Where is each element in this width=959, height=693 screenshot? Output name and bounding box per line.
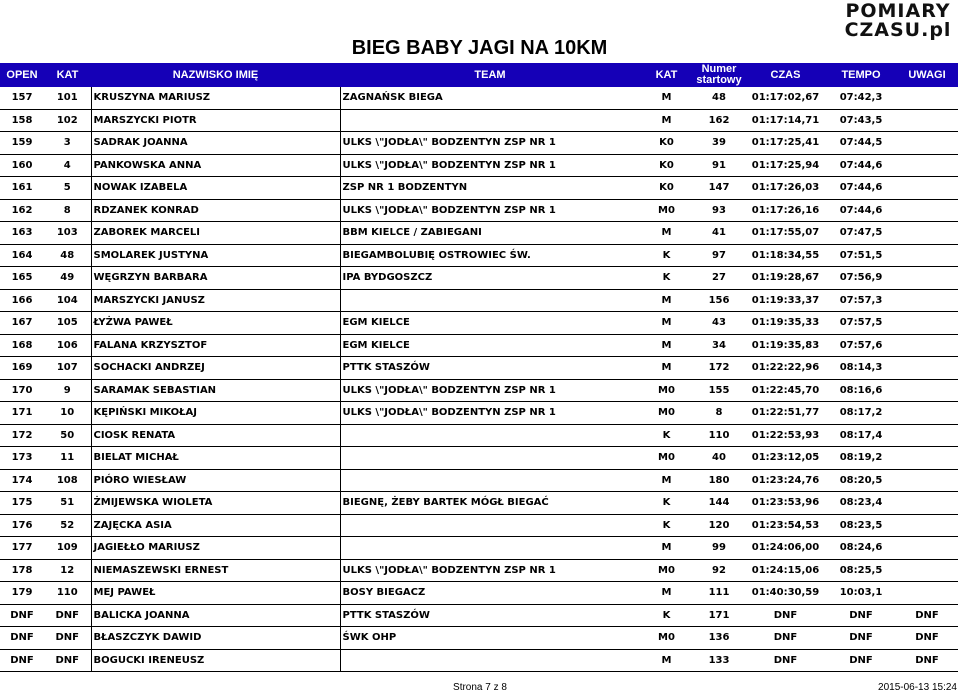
kat-place-cell: 104: [44, 289, 91, 312]
category-cell: M0: [640, 447, 693, 470]
team-cell: ULKS \"JODŁA\" BODZENTYN ZSP NR 1: [340, 154, 640, 177]
place-cell: 177: [0, 537, 44, 560]
pace-cell: 08:14,3: [826, 357, 896, 380]
bib-cell: 156: [693, 289, 745, 312]
table-row: [0, 312, 958, 335]
kat-place-cell: 48: [44, 244, 91, 267]
kat-place-cell: 108: [44, 469, 91, 492]
time-cell: 01:17:02,67: [745, 87, 826, 109]
table-row: [0, 379, 958, 402]
place-cell: 170: [0, 379, 44, 402]
logo: [843, 2, 953, 40]
time-cell: 01:24:15,06: [745, 559, 826, 582]
kat-place-cell: DNF: [44, 604, 91, 627]
table-row: [0, 447, 958, 470]
team-cell: ULKS \"JODŁA\" BODZENTYN ZSP NR 1: [340, 379, 640, 402]
name-cell: SOCHACKI ANDRZEJ: [91, 357, 340, 380]
pace-cell: 07:47,5: [826, 222, 896, 245]
time-cell: 01:19:35,83: [745, 334, 826, 357]
name-cell: SMOLAREK JUSTYNA: [91, 244, 340, 267]
table-row: [0, 244, 958, 267]
bib-cell: 48: [693, 87, 745, 109]
bib-cell: 172: [693, 357, 745, 380]
team-cell: PTTK STASZÓW: [340, 604, 640, 627]
bib-cell: 8: [693, 402, 745, 425]
kat-place-cell: 4: [44, 154, 91, 177]
category-cell: K: [640, 244, 693, 267]
category-cell: M0: [640, 402, 693, 425]
name-cell: ZABOREK MARCELI: [91, 222, 340, 245]
bib-cell: 99: [693, 537, 745, 560]
category-cell: K: [640, 492, 693, 515]
notes-cell: [896, 379, 958, 402]
time-cell: 01:19:28,67: [745, 267, 826, 290]
notes-cell: [896, 199, 958, 222]
team-cell: [340, 537, 640, 560]
name-cell: JAGIEŁŁO MARIUSZ: [91, 537, 340, 560]
table-row: [0, 402, 958, 425]
pace-cell: 07:44,6: [826, 154, 896, 177]
team-cell: [340, 109, 640, 132]
category-cell: K0: [640, 154, 693, 177]
team-cell: ULKS \"JODŁA\" BODZENTYN ZSP NR 1: [340, 402, 640, 425]
category-cell: M0: [640, 627, 693, 650]
bib-cell: 34: [693, 334, 745, 357]
notes-cell: [896, 447, 958, 470]
place-cell: 161: [0, 177, 44, 200]
header-kat: KAT: [44, 63, 91, 87]
bib-cell: 92: [693, 559, 745, 582]
place-cell: 178: [0, 559, 44, 582]
time-cell: 01:22:45,70: [745, 379, 826, 402]
place-cell: 169: [0, 357, 44, 380]
team-cell: BOSY BIEGACZ: [340, 582, 640, 605]
bib-cell: 155: [693, 379, 745, 402]
time-cell: 01:18:34,55: [745, 244, 826, 267]
notes-cell: [896, 537, 958, 560]
category-cell: M: [640, 109, 693, 132]
name-cell: ŁYŻWA PAWEŁ: [91, 312, 340, 335]
place-cell: 176: [0, 514, 44, 537]
table-row: [0, 334, 958, 357]
place-cell: 158: [0, 109, 44, 132]
pace-cell: 08:17,2: [826, 402, 896, 425]
time-cell: 01:22:53,93: [745, 424, 826, 447]
bib-cell: 93: [693, 199, 745, 222]
place-cell: 163: [0, 222, 44, 245]
notes-cell: [896, 559, 958, 582]
header-pace: TEMPO: [826, 63, 896, 87]
kat-place-cell: 3: [44, 132, 91, 155]
place-cell: 173: [0, 447, 44, 470]
time-cell: 01:23:53,96: [745, 492, 826, 515]
place-cell: 179: [0, 582, 44, 605]
name-cell: NOWAK IZABELA: [91, 177, 340, 200]
team-cell: EGM KIELCE: [340, 312, 640, 335]
notes-cell: [896, 222, 958, 245]
category-cell: K0: [640, 177, 693, 200]
header-bib: Numer startowy: [693, 63, 745, 87]
kat-place-cell: 106: [44, 334, 91, 357]
header-kat-2: KAT: [640, 63, 693, 87]
pace-cell: 08:17,4: [826, 424, 896, 447]
time-cell: 01:19:33,37: [745, 289, 826, 312]
kat-place-cell: 10: [44, 402, 91, 425]
notes-cell: [896, 424, 958, 447]
category-cell: M: [640, 582, 693, 605]
team-cell: [340, 447, 640, 470]
table-row: [0, 582, 958, 605]
time-cell: 01:17:26,16: [745, 199, 826, 222]
team-cell: ULKS \"JODŁA\" BODZENTYN ZSP NR 1: [340, 199, 640, 222]
place-cell: 168: [0, 334, 44, 357]
place-cell: 159: [0, 132, 44, 155]
pace-cell: 10:03,1: [826, 582, 896, 605]
team-cell: [340, 424, 640, 447]
bib-cell: 120: [693, 514, 745, 537]
pace-cell: 07:43,5: [826, 109, 896, 132]
bib-cell: 133: [693, 649, 745, 672]
category-cell: M: [640, 357, 693, 380]
kat-place-cell: 105: [44, 312, 91, 335]
pace-cell: 08:23,5: [826, 514, 896, 537]
table-row: [0, 559, 958, 582]
notes-cell: [896, 514, 958, 537]
name-cell: SARAMAK SEBASTIAN: [91, 379, 340, 402]
place-cell: 171: [0, 402, 44, 425]
table-row: [0, 267, 958, 290]
bib-cell: 110: [693, 424, 745, 447]
table-row: [0, 537, 958, 560]
table-row: [0, 627, 958, 650]
header-name: NAZWISKO IMIĘ: [91, 63, 340, 87]
table-row: [0, 492, 958, 515]
name-cell: PANKOWSKA ANNA: [91, 154, 340, 177]
place-cell: DNF: [0, 649, 44, 672]
team-cell: BIEGNĘ, ŻEBY BARTEK MÓGŁ BIEGAĆ: [340, 492, 640, 515]
team-cell: ZSP NR 1 BODZENTYN: [340, 177, 640, 200]
table-row: [0, 357, 958, 380]
name-cell: ZAJĘCKA ASIA: [91, 514, 340, 537]
name-cell: MARSZYCKI JANUSZ: [91, 289, 340, 312]
name-cell: BALICKA JOANNA: [91, 604, 340, 627]
kat-place-cell: DNF: [44, 649, 91, 672]
category-cell: M: [640, 312, 693, 335]
category-cell: M0: [640, 379, 693, 402]
kat-place-cell: 11: [44, 447, 91, 470]
bib-cell: 39: [693, 132, 745, 155]
header-row: [0, 63, 958, 87]
pace-cell: 07:44,5: [826, 132, 896, 155]
notes-cell: [896, 357, 958, 380]
bib-cell: 27: [693, 267, 745, 290]
place-cell: DNF: [0, 604, 44, 627]
team-cell: [340, 649, 640, 672]
bib-cell: 91: [693, 154, 745, 177]
name-cell: RDZANEK KONRAD: [91, 199, 340, 222]
category-cell: M0: [640, 199, 693, 222]
notes-cell: [896, 132, 958, 155]
place-cell: 162: [0, 199, 44, 222]
table-row: [0, 109, 958, 132]
time-cell: 01:22:22,96: [745, 357, 826, 380]
logo-line-1: POMIARY: [845, 0, 951, 22]
name-cell: KRUSZYNA MARIUSZ: [91, 87, 340, 109]
category-cell: K0: [640, 132, 693, 155]
notes-cell: [896, 492, 958, 515]
team-cell: ULKS \"JODŁA\" BODZENTYN ZSP NR 1: [340, 559, 640, 582]
bib-cell: 43: [693, 312, 745, 335]
time-cell: DNF: [745, 604, 826, 627]
header-open: OPEN: [0, 63, 44, 87]
time-cell: 01:17:25,41: [745, 132, 826, 155]
header-notes: UWAGI: [896, 63, 958, 87]
time-cell: 01:19:35,33: [745, 312, 826, 335]
table-row: [0, 514, 958, 537]
place-cell: 166: [0, 289, 44, 312]
name-cell: ŻMIJEWSKA WIOLETA: [91, 492, 340, 515]
kat-place-cell: 52: [44, 514, 91, 537]
time-cell: 01:23:54,53: [745, 514, 826, 537]
name-cell: MEJ PAWEŁ: [91, 582, 340, 605]
table-row: [0, 222, 958, 245]
notes-cell: [896, 582, 958, 605]
name-cell: BŁASZCZYK DAWID: [91, 627, 340, 650]
category-cell: M: [640, 649, 693, 672]
table-row: [0, 87, 958, 109]
time-cell: 01:23:24,76: [745, 469, 826, 492]
place-cell: 165: [0, 267, 44, 290]
name-cell: KĘPIŃSKI MIKOŁAJ: [91, 402, 340, 425]
team-cell: EGM KIELCE: [340, 334, 640, 357]
pace-cell: 07:56,9: [826, 267, 896, 290]
pace-cell: DNF: [826, 627, 896, 650]
place-cell: 172: [0, 424, 44, 447]
bib-cell: 40: [693, 447, 745, 470]
pace-cell: 08:24,6: [826, 537, 896, 560]
pace-cell: 08:16,6: [826, 379, 896, 402]
category-cell: M: [640, 222, 693, 245]
name-cell: WĘGRZYN BARBARA: [91, 267, 340, 290]
kat-place-cell: 103: [44, 222, 91, 245]
pace-cell: 08:20,5: [826, 469, 896, 492]
kat-place-cell: DNF: [44, 627, 91, 650]
kat-place-cell: 9: [44, 379, 91, 402]
category-cell: K: [640, 514, 693, 537]
time-cell: 01:22:51,77: [745, 402, 826, 425]
category-cell: K: [640, 604, 693, 627]
print-datetime: 2015-06-13 15:24: [878, 682, 957, 693]
table-row: [0, 604, 958, 627]
pace-cell: 07:42,3: [826, 87, 896, 109]
pace-cell: 07:57,6: [826, 334, 896, 357]
kat-place-cell: 49: [44, 267, 91, 290]
table-row: [0, 132, 958, 155]
team-cell: BIEGAMBOLUBIĘ OSTROWIEC ŚW.: [340, 244, 640, 267]
time-cell: 01:40:30,59: [745, 582, 826, 605]
name-cell: SADRAK JOANNA: [91, 132, 340, 155]
place-cell: 167: [0, 312, 44, 335]
kat-place-cell: 102: [44, 109, 91, 132]
kat-place-cell: 107: [44, 357, 91, 380]
notes-cell: [896, 289, 958, 312]
bib-cell: 171: [693, 604, 745, 627]
place-cell: 160: [0, 154, 44, 177]
page-number: Strona 7 z 8: [453, 682, 507, 693]
pace-cell: 07:57,5: [826, 312, 896, 335]
place-cell: DNF: [0, 627, 44, 650]
kat-place-cell: 50: [44, 424, 91, 447]
notes-cell: DNF: [896, 604, 958, 627]
name-cell: BOGUCKI IRENEUSZ: [91, 649, 340, 672]
category-cell: M: [640, 289, 693, 312]
place-cell: 174: [0, 469, 44, 492]
category-cell: M: [640, 537, 693, 560]
table-row: [0, 199, 958, 222]
results-table: [0, 63, 958, 672]
notes-cell: [896, 177, 958, 200]
notes-cell: [896, 87, 958, 109]
results-body: [0, 87, 958, 672]
time-cell: 01:23:12,05: [745, 447, 826, 470]
team-cell: ULKS \"JODŁA\" BODZENTYN ZSP NR 1: [340, 132, 640, 155]
pace-cell: 08:23,4: [826, 492, 896, 515]
place-cell: 164: [0, 244, 44, 267]
notes-cell: DNF: [896, 627, 958, 650]
bib-cell: 180: [693, 469, 745, 492]
kat-place-cell: 101: [44, 87, 91, 109]
category-cell: M: [640, 469, 693, 492]
time-cell: DNF: [745, 627, 826, 650]
notes-cell: DNF: [896, 649, 958, 672]
time-cell: 01:24:06,00: [745, 537, 826, 560]
notes-cell: [896, 244, 958, 267]
notes-cell: [896, 312, 958, 335]
team-cell: ŚWK OHP: [340, 627, 640, 650]
pace-cell: 07:44,6: [826, 199, 896, 222]
category-cell: K: [640, 424, 693, 447]
page-title: BIEG BABY JAGI NA 10KM: [351, 37, 608, 59]
bib-cell: 41: [693, 222, 745, 245]
name-cell: BIELAT MICHAŁ: [91, 447, 340, 470]
header-team: TEAM: [340, 63, 640, 87]
name-cell: NIEMASZEWSKI ERNEST: [91, 559, 340, 582]
kat-place-cell: 12: [44, 559, 91, 582]
name-cell: FALANA KRZYSZTOF: [91, 334, 340, 357]
team-cell: IPA BYDGOSZCZ: [340, 267, 640, 290]
category-cell: K: [640, 267, 693, 290]
table-row: [0, 469, 958, 492]
place-cell: 157: [0, 87, 44, 109]
notes-cell: [896, 154, 958, 177]
kat-place-cell: 110: [44, 582, 91, 605]
notes-cell: [896, 402, 958, 425]
kat-place-cell: 109: [44, 537, 91, 560]
table-row: [0, 424, 958, 447]
team-cell: [340, 289, 640, 312]
time-cell: 01:17:25,94: [745, 154, 826, 177]
table-row: [0, 289, 958, 312]
category-cell: M: [640, 334, 693, 357]
notes-cell: [896, 469, 958, 492]
category-cell: M0: [640, 559, 693, 582]
category-cell: M: [640, 87, 693, 109]
kat-place-cell: 5: [44, 177, 91, 200]
time-cell: 01:17:14,71: [745, 109, 826, 132]
table-row: [0, 154, 958, 177]
team-cell: PTTK STASZÓW: [340, 357, 640, 380]
time-cell: 01:17:55,07: [745, 222, 826, 245]
header-time: CZAS: [745, 63, 826, 87]
place-cell: 175: [0, 492, 44, 515]
name-cell: CIOSK RENATA: [91, 424, 340, 447]
pace-cell: 08:19,2: [826, 447, 896, 470]
pace-cell: DNF: [826, 649, 896, 672]
table-row: [0, 649, 958, 672]
notes-cell: [896, 109, 958, 132]
bib-cell: 111: [693, 582, 745, 605]
bib-cell: 147: [693, 177, 745, 200]
pace-cell: 08:25,5: [826, 559, 896, 582]
pace-cell: 07:51,5: [826, 244, 896, 267]
team-cell: [340, 469, 640, 492]
kat-place-cell: 51: [44, 492, 91, 515]
kat-place-cell: 8: [44, 199, 91, 222]
bib-cell: 136: [693, 627, 745, 650]
logo-line-2: CZASU.pl: [844, 19, 952, 41]
name-cell: PIÓRO WIESŁAW: [91, 469, 340, 492]
notes-cell: [896, 334, 958, 357]
notes-cell: [896, 267, 958, 290]
pace-cell: 07:44,6: [826, 177, 896, 200]
pace-cell: 07:57,3: [826, 289, 896, 312]
bib-cell: 162: [693, 109, 745, 132]
bib-cell: 144: [693, 492, 745, 515]
bib-cell: 97: [693, 244, 745, 267]
team-cell: [340, 514, 640, 537]
name-cell: MARSZYCKI PIOTR: [91, 109, 340, 132]
table-row: [0, 177, 958, 200]
time-cell: 01:17:26,03: [745, 177, 826, 200]
team-cell: ZAGNAŃSK BIEGA: [340, 87, 640, 109]
pace-cell: DNF: [826, 604, 896, 627]
time-cell: DNF: [745, 649, 826, 672]
team-cell: BBM KIELCE / ZABIEGANI: [340, 222, 640, 245]
